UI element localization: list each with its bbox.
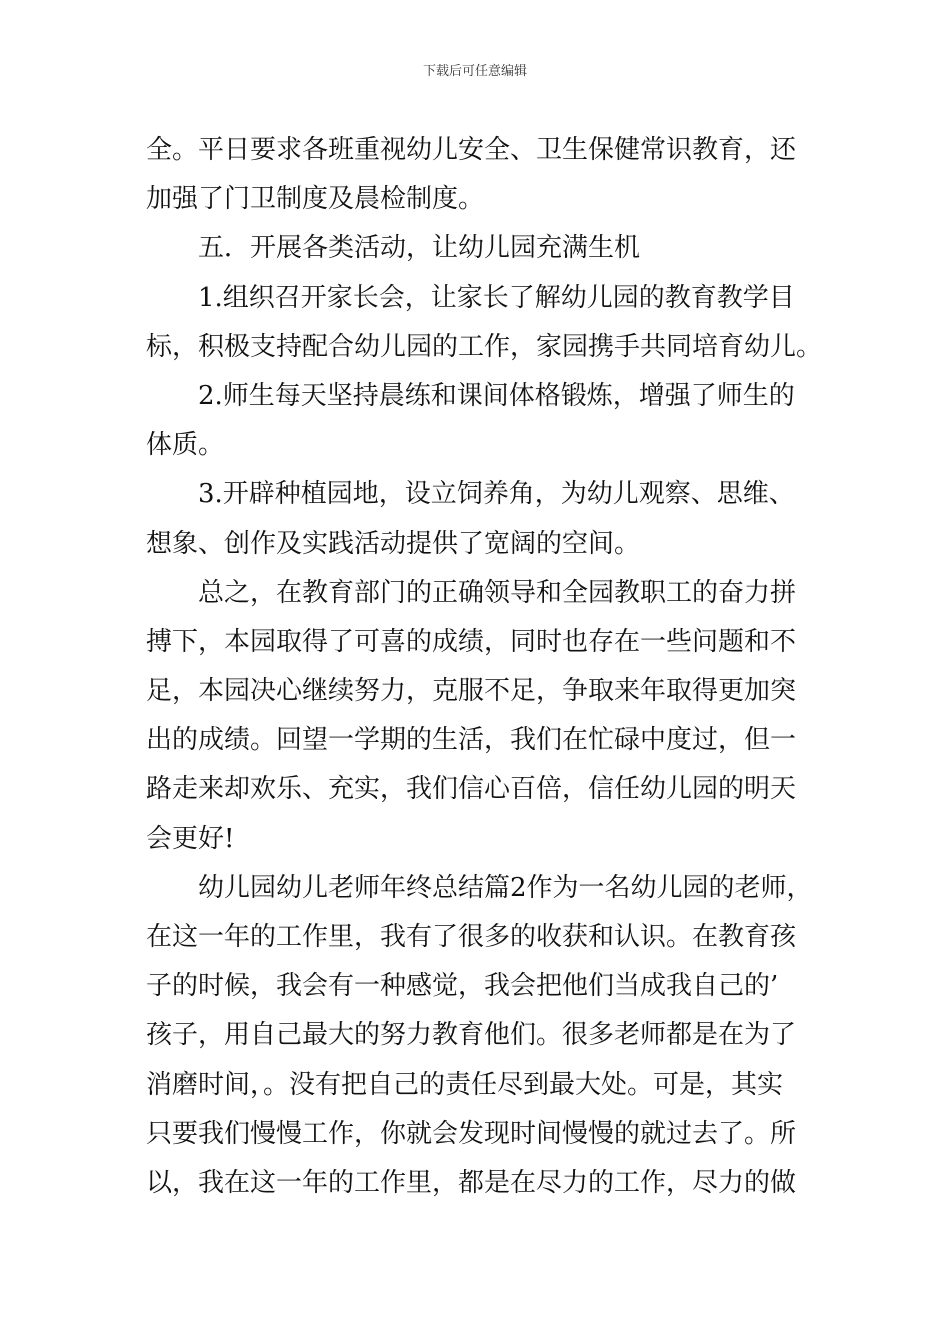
text-line: 只要我们慢慢工作，你就会发现时间慢慢的就过去了。所 [146, 1118, 797, 1149]
text-line: 总之，在教育部门的正确领导和全园教职工的奋力拼 [198, 577, 797, 608]
text-line: 路走来却欢乐、充实，我们信心百倍，信任幼儿园的明天 [146, 774, 797, 805]
text-line: 足，本园决心继续努力，克服不足，争取来年取得更加突 [146, 676, 797, 707]
text-line: 消磨时间，。没有把自己的责任尽到最大处。可是，其实 [146, 1069, 784, 1100]
text-line: 在这一年的工作里，我有了很多的收获和认识。在教育孩 [146, 922, 797, 952]
text-line: 以，我在这一年的工作里，都是在尽力的工作，尽力的做 [146, 1167, 797, 1198]
text-line: 子的时候，我会有一种感觉，我会把他们当成我自己的’ [146, 971, 779, 1002]
text-line: 搏下，本园取得了可喜的成绩，同时也存在一些问题和不 [146, 626, 797, 657]
document-body [146, 126, 823, 1208]
section-heading: 五．开展各类活动，让幼儿园充满生机 [198, 233, 641, 264]
page-header: 下载后可任意编辑 [422, 64, 527, 79]
text-line: 孩子，用自己最大的努力教育他们。很多老师都是在为了 [146, 1020, 797, 1051]
text-line: 出的成绩。回望一学期的生活，我们在忙碌中度过，但一 [146, 725, 797, 756]
text-line: 1.组织召开家长会，让家长了解幼儿园的教育教学目 [198, 282, 795, 313]
text-line: 全。平日要求各班重视幼儿安全、卫生保健常识教育，还 [146, 135, 797, 165]
text-line: 会更好! [146, 823, 235, 854]
text-line: 标，积极支持配合幼儿园的工作，家园携手共同培育幼儿。 [146, 331, 823, 362]
text-line: 幼儿园幼儿老师年终总结篇2作为一名幼儿园的老师， [198, 872, 813, 903]
text-line: 体质。 [146, 430, 225, 461]
text-line: 加强了门卫制度及晨检制度。 [146, 184, 485, 215]
text-line: 3.开辟种植园地，设立饲养角，为幼儿观察、思维、 [198, 479, 795, 510]
text-line: 想象、创作及实践活动提供了宽阔的空间。 [146, 528, 641, 559]
text-line: 2.师生每天坚持晨练和课间体格锻炼，增强了师生的 [198, 380, 795, 411]
